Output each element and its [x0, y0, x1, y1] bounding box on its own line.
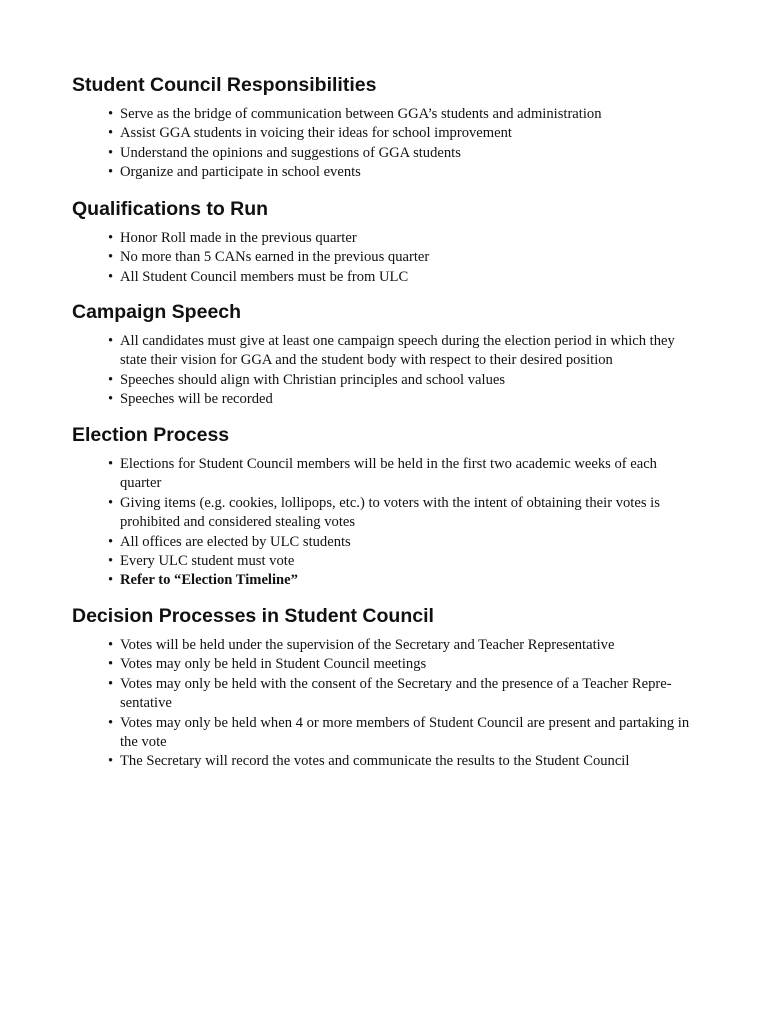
list-item: • Giving items (e.g. cookies, lollipops, etc.) to voters with the intent of obtaining their votes is prohibited and considered stealing votes: [108, 494, 660, 531]
bullet-marker: •: [108, 553, 114, 570]
election-process-list: [108, 455, 698, 591]
bullet-marker: •: [108, 714, 114, 731]
list-item: • All offices are elected by ULC students: [108, 533, 698, 552]
bullet-marker: •: [108, 230, 114, 246]
list-item: • Every ULC student must vote: [108, 552, 698, 571]
list-item-election-timeline-reference: • Refer to “Election Timeline”: [108, 571, 698, 590]
list-item: • All Student Council members must be from ULC: [108, 268, 698, 287]
campaign-speech-list: [108, 332, 698, 410]
bullet-marker: •: [108, 391, 114, 408]
section-title-election-process: Election Process: [72, 424, 230, 446]
list-item: • Votes will be held under the supervision of the Secretary and Teacher Representative: [108, 636, 698, 655]
list-item: • Understand the opinions and suggestions of GGA students: [108, 144, 698, 163]
section-title-decision-processes: Decision Processes in Student Council: [72, 605, 434, 627]
list-item: • Serve as the bridge of communication between GGA’s students and administration: [108, 105, 698, 124]
qualifications-list: [108, 229, 698, 287]
section-title-qualifications: Qualifications to Run: [72, 198, 269, 220]
section-title-responsibilities: Student Council Responsibilities: [72, 74, 377, 96]
list-item: • Votes may only be held in Student Council meetings: [108, 655, 698, 674]
bullet-marker: •: [108, 533, 114, 550]
bullet-marker: •: [108, 164, 114, 181]
bullet-marker: •: [108, 637, 114, 653]
bullet-marker: •: [108, 753, 114, 770]
section-title-campaign-speech: Campaign Speech: [72, 301, 242, 323]
bullet-marker: •: [108, 494, 114, 511]
responsibilities-list: [108, 105, 698, 183]
bullet-marker: •: [108, 675, 114, 692]
bullet-marker: •: [108, 249, 114, 266]
list-item: • No more than 5 CANs earned in the previous quarter: [108, 248, 698, 267]
list-item: • The Secretary will record the votes and communicate the results to the Student Council: [108, 752, 698, 771]
list-item: • Organize and participate in school events: [108, 163, 698, 182]
bullet-marker: •: [108, 371, 114, 388]
bullet-marker: •: [108, 106, 114, 122]
bullet-marker: •: [108, 333, 114, 349]
list-item: • Speeches should align with Christian principles and school values: [108, 371, 698, 390]
decision-processes-list: [108, 636, 698, 772]
bullet-marker: •: [108, 572, 114, 589]
list-item: • Elections for Student Council members will be held in the first two academic weeks of each quarter: [108, 456, 657, 492]
list-item: • Honor Roll made in the previous quarter: [108, 229, 698, 248]
list-item: • Assist GGA students in voicing their ideas for school improvement: [108, 124, 698, 143]
bullet-marker: •: [108, 456, 114, 472]
list-item: • Votes may only be held with the consent of the Secretary and the presence of a Teacher Representative: [108, 675, 672, 712]
list-item: • All candidates must give at least one campaign speech during the election period in which they state their vision for GGA and the student body with respect to their desired position: [108, 333, 675, 369]
list-item: • Votes may only be held when 4 or more members of Student Council are present and partaking in the vote: [108, 714, 690, 751]
bullet-marker: •: [108, 656, 114, 673]
bullet-marker: •: [108, 144, 114, 161]
bullet-marker: •: [108, 268, 114, 285]
bullet-marker: •: [108, 125, 114, 142]
list-item: • Speeches will be recorded: [108, 390, 698, 409]
